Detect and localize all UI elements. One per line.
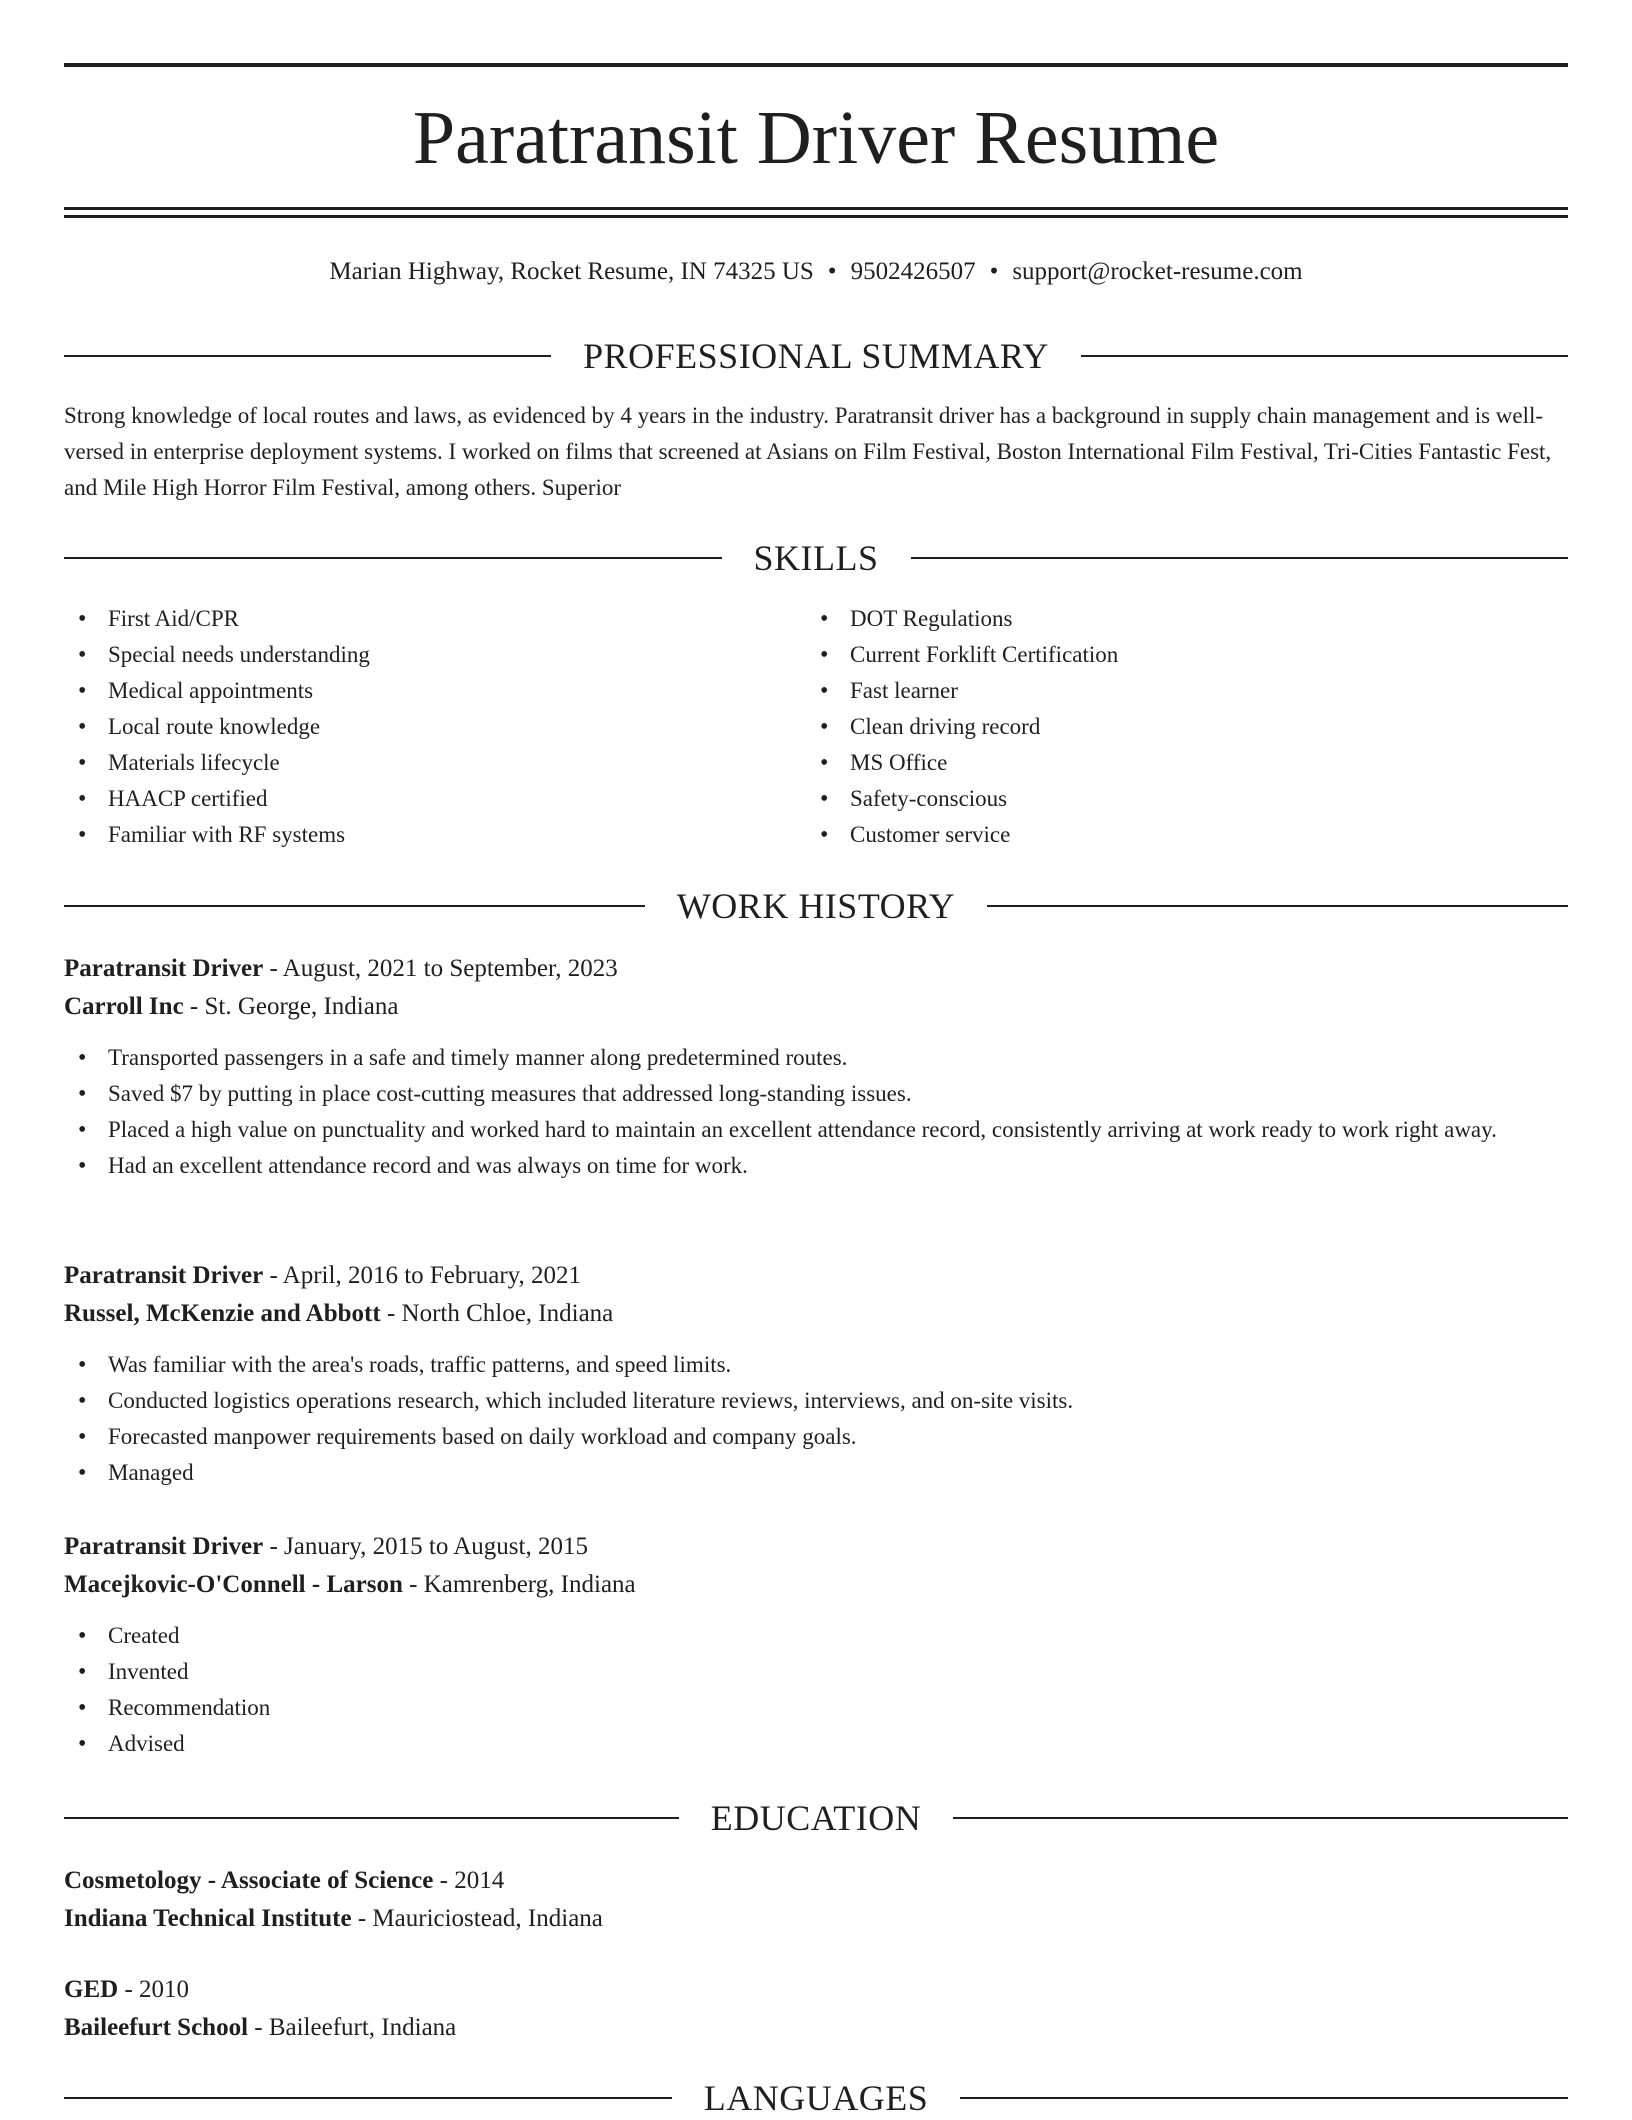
skill-item: • Customer service xyxy=(806,817,1566,853)
job-bullet: • Recommendation xyxy=(64,1690,1568,1726)
job-bullet: • Invented xyxy=(64,1654,1568,1690)
contact-line xyxy=(64,252,1568,292)
education-year: - 2014 xyxy=(433,1867,505,1894)
job-bullet: • Managed xyxy=(64,1455,1568,1491)
education-degree: Cosmetology - Associate of Science xyxy=(64,1867,434,1894)
title-rule-upper xyxy=(64,207,1568,210)
job-location: - North Chloe, Indiana xyxy=(380,1300,614,1327)
job-title-line xyxy=(64,1257,1568,1295)
job-title: Paratransit Driver xyxy=(64,1533,264,1560)
section-header-languages xyxy=(64,2076,1568,2120)
section-header-education xyxy=(64,1796,1568,1840)
contact-separator: • xyxy=(989,258,999,285)
section-header-work xyxy=(64,884,1568,928)
job-dates: - August, 2021 to September, 2023 xyxy=(263,955,618,982)
job-bullets xyxy=(64,1618,1568,1762)
section-rule xyxy=(960,2097,1568,2099)
job-title: Paratransit Driver xyxy=(64,1262,264,1289)
contact-address: Marian Highway, Rocket Resume, IN 74325 US xyxy=(329,258,814,285)
section-title: PROFESSIONAL SUMMARY xyxy=(583,336,1049,376)
job-company-line xyxy=(64,1295,1568,1333)
top-rule xyxy=(64,63,1568,67)
job-bullet: • Forecasted manpower requirements based on daily workload and company goals. xyxy=(64,1419,1568,1455)
skill-item: • DOT Regulations xyxy=(806,601,1566,637)
skill-item: • Local route knowledge xyxy=(64,709,764,745)
job-entry xyxy=(64,1257,1568,1491)
job-bullet: • Conducted logistics operations research, which included literature reviews, interviews, and on-site visits. xyxy=(64,1383,1568,1419)
skill-item: • HAACP certified xyxy=(64,781,764,817)
job-bullet: • Transported passengers in a safe and timely manner along predetermined routes. xyxy=(64,1040,1568,1076)
summary-text: Strong knowledge of local routes and laws, as evidenced by 4 years in the industry. Paratransit driver has a background in supply chain management and is well-versed in enterprise deployment systems. I worked on films that screened at Asians on Film Festival, Boston International Film Festival, Tri-Cities Fantastic Fest, and Mile High Horror Film Festival, among others. Superior xyxy=(64,403,1552,500)
job-bullet: • Had an excellent attendance record and was always on time for work. xyxy=(64,1148,1568,1184)
education-year: - 2010 xyxy=(118,1976,190,2003)
title-rule-lower xyxy=(64,215,1568,218)
job-company-line xyxy=(64,988,1568,1026)
job-title-line xyxy=(64,950,1568,988)
job-bullet: • Was familiar with the area's roads, traffic patterns, and speed limits. xyxy=(64,1347,1568,1383)
skill-item: • MS Office xyxy=(806,745,1566,781)
skill-item: • First Aid/CPR xyxy=(64,601,764,637)
education-entry xyxy=(64,1862,1568,1938)
job-bullet: • Placed a high value on punctuality and worked hard to maintain an excellent attendance record, consistently arriving at work ready to work right away. xyxy=(64,1112,1568,1148)
section-rule xyxy=(64,905,645,907)
section-rule xyxy=(64,557,722,559)
skill-item: • Familiar with RF systems xyxy=(64,817,764,853)
job-bullets xyxy=(64,1347,1568,1491)
skill-item: • Special needs understanding xyxy=(64,637,764,673)
job-dates: - April, 2016 to February, 2021 xyxy=(263,1262,582,1289)
job-entry xyxy=(64,950,1568,1184)
section-title: EDUCATION xyxy=(710,1798,922,1838)
section-rule xyxy=(987,905,1568,907)
section-header-skills xyxy=(64,536,1568,580)
job-title: Paratransit Driver xyxy=(64,955,264,982)
job-title-line xyxy=(64,1528,1568,1566)
job-company: Macejkovic-O'Connell - Larson xyxy=(64,1571,403,1598)
job-bullet: • Saved $7 by putting in place cost-cutting measures that addressed long-standing issues. xyxy=(64,1076,1568,1112)
contact-separator: • xyxy=(827,258,837,285)
job-company: Carroll Inc xyxy=(64,993,184,1020)
skill-item: • Medical appointments xyxy=(64,673,764,709)
job-entry xyxy=(64,1528,1568,1762)
section-rule xyxy=(64,1817,679,1819)
education-school-line xyxy=(64,1900,1568,1938)
education-school: Indiana Technical Institute xyxy=(64,1905,352,1932)
education-degree-line xyxy=(64,1862,1568,1900)
resume-title: Paratransit Driver Resume xyxy=(412,96,1220,180)
section-rule xyxy=(64,2097,672,2099)
education-school-line xyxy=(64,2009,1568,2047)
section-rule xyxy=(911,557,1569,559)
education-location: - Baileefurt, Indiana xyxy=(248,2014,457,2041)
job-bullets xyxy=(64,1040,1568,1184)
job-bullet: • Advised xyxy=(64,1726,1568,1762)
job-dates: - January, 2015 to August, 2015 xyxy=(263,1533,588,1560)
contact-email: support@rocket-resume.com xyxy=(1012,258,1303,285)
contact-phone: 9502426507 xyxy=(850,258,976,285)
job-bullet: • Created xyxy=(64,1618,1568,1654)
education-location: - Mauriciostead, Indiana xyxy=(351,1905,603,1932)
job-location: - Kamrenberg, Indiana xyxy=(402,1571,636,1598)
education-degree: GED xyxy=(64,1976,119,2003)
skill-item: • Clean driving record xyxy=(806,709,1566,745)
job-company-line xyxy=(64,1566,1568,1604)
education-school: Baileefurt School xyxy=(64,2014,249,2041)
skill-item: • Safety-conscious xyxy=(806,781,1566,817)
skill-item: • Fast learner xyxy=(806,673,1566,709)
education-degree-line xyxy=(64,1971,1568,2009)
section-title: LANGUAGES xyxy=(703,2078,929,2118)
section-header-summary xyxy=(64,334,1568,378)
section-title: WORK HISTORY xyxy=(676,886,956,926)
job-location: - St. George, Indiana xyxy=(183,993,399,1020)
skills-list-right xyxy=(806,601,1566,853)
skill-item: • Current Forklift Certification xyxy=(806,637,1566,673)
education-entry xyxy=(64,1971,1568,2047)
skill-item: • Materials lifecycle xyxy=(64,745,764,781)
section-rule xyxy=(1081,355,1568,357)
skills-list-left xyxy=(64,601,764,853)
section-rule xyxy=(64,355,551,357)
section-rule xyxy=(953,1817,1568,1819)
job-company: Russel, McKenzie and Abbott xyxy=(64,1300,381,1327)
section-title: SKILLS xyxy=(753,538,879,578)
